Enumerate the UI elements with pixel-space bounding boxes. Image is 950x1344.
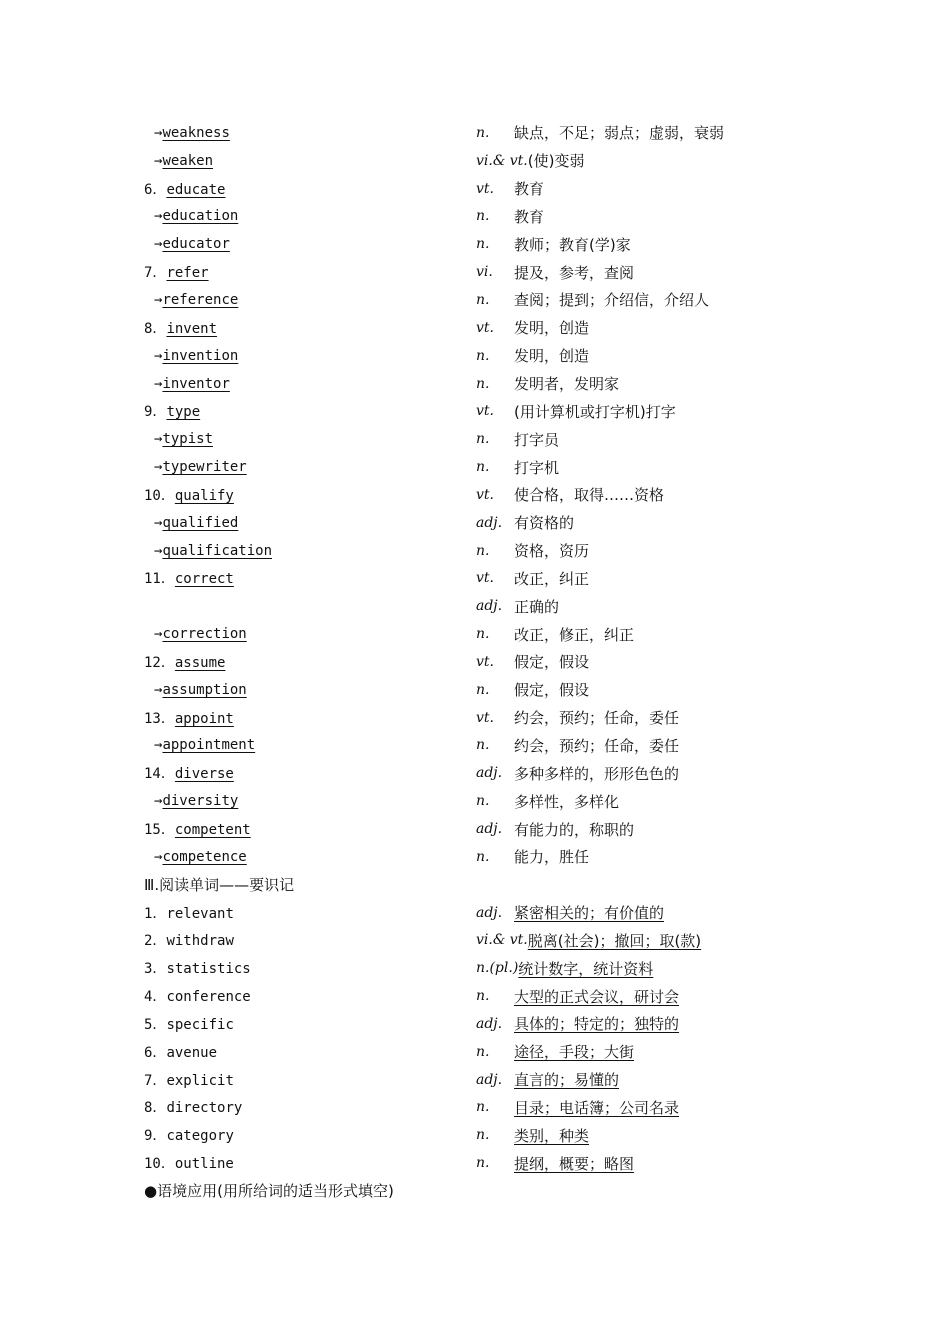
part-of-speech: n. xyxy=(476,124,490,141)
entry-number: 8． xyxy=(144,320,167,337)
vocab-headword-cell xyxy=(144,515,476,531)
reading-word-cell xyxy=(144,930,476,950)
part-of-speech: vt. xyxy=(476,319,494,336)
vocab-headword-cell xyxy=(144,292,476,308)
vocab-word: invent xyxy=(166,320,218,337)
vocab-headword-cell xyxy=(144,793,476,809)
vocab-headword-cell xyxy=(144,236,476,252)
vocab-word: competence xyxy=(162,848,247,865)
part-of-speech: n. xyxy=(476,848,490,865)
vocab-definition-cell xyxy=(476,512,784,533)
answer-meaning: 类别，种类 xyxy=(514,1126,590,1145)
footer-heading-row xyxy=(144,1177,784,1205)
vocab-meaning: 多种多样的，形形色色的 xyxy=(514,764,680,783)
reading-row xyxy=(144,1121,784,1149)
vocab-word: type xyxy=(166,404,201,421)
vocab-definition-cell xyxy=(476,484,784,505)
reading-word-cell xyxy=(144,1042,476,1062)
item-number: 5． xyxy=(144,1016,167,1033)
vocab-row xyxy=(144,843,784,871)
derivation-arrow: → xyxy=(154,347,163,364)
part-of-speech: vi.& vt. xyxy=(476,932,528,949)
vocab-definition-cell xyxy=(476,262,784,283)
vocab-word: inventor xyxy=(162,375,230,392)
vocab-row xyxy=(144,175,784,203)
vocab-word: appoint xyxy=(174,710,234,727)
vocab-meaning: 提及，参考，查阅 xyxy=(514,263,635,282)
reading-definition-cell xyxy=(476,1069,784,1090)
vocab-definition-cell xyxy=(476,846,784,867)
vocab-row xyxy=(144,342,784,370)
reading-row xyxy=(144,1010,784,1038)
reading-definition-cell xyxy=(476,1041,784,1062)
vocab-row xyxy=(144,397,784,425)
vocab-word: correct xyxy=(174,571,234,588)
part-of-speech: vt. xyxy=(476,709,494,726)
reading-word-list xyxy=(144,899,784,1177)
part-of-speech: n. xyxy=(476,1127,490,1144)
part-of-speech: vi. xyxy=(476,264,493,281)
reading-row xyxy=(144,899,784,927)
derivation-arrow: → xyxy=(154,737,163,754)
reading-word: relevant xyxy=(166,905,234,922)
part-of-speech: adj. xyxy=(476,514,503,531)
reading-row xyxy=(144,1094,784,1122)
item-number: 9． xyxy=(144,1128,167,1145)
reading-word: specific xyxy=(166,1016,234,1033)
vocab-headword-cell xyxy=(144,262,476,282)
part-of-speech: n.(pl.) xyxy=(476,960,519,977)
part-of-speech: n. xyxy=(476,459,490,476)
vocab-definition-cell xyxy=(476,317,784,338)
part-of-speech: n. xyxy=(476,291,490,308)
entry-number: 14． xyxy=(144,766,175,783)
part-of-speech: n. xyxy=(476,793,490,810)
reading-word: explicit xyxy=(166,1072,234,1089)
vocab-definition-cell xyxy=(476,651,784,672)
reading-definition-cell xyxy=(476,930,784,951)
entry-number: 10． xyxy=(144,487,175,504)
vocab-definition-cell xyxy=(476,735,784,756)
item-number: 1． xyxy=(144,905,167,922)
entry-number: 15． xyxy=(144,822,175,839)
vocab-meaning: 多样性，多样化 xyxy=(514,792,620,811)
vocab-word: assumption xyxy=(162,681,247,698)
reading-word-cell xyxy=(144,1153,476,1173)
vocab-headword-cell xyxy=(144,652,476,672)
part-of-speech: n. xyxy=(476,375,490,392)
answer-meaning: 提纲，概要；略图 xyxy=(514,1154,635,1173)
reading-word-cell xyxy=(144,903,476,923)
derivation-arrow: → xyxy=(154,848,163,865)
vocab-headword-cell xyxy=(144,376,476,392)
derivation-arrow: → xyxy=(154,626,163,643)
vocab-definition-cell xyxy=(476,568,784,589)
reading-word: directory xyxy=(166,1100,243,1117)
vocab-definition-cell xyxy=(476,457,784,478)
vocab-meaning: 正确的 xyxy=(514,597,560,616)
section-heading: Ⅲ.阅读单词——要识记 xyxy=(144,876,295,895)
reading-row xyxy=(144,1066,784,1094)
vocab-headword-cell xyxy=(144,125,476,141)
vocab-row xyxy=(144,620,784,648)
item-number: 4． xyxy=(144,989,167,1006)
vocab-headword-cell xyxy=(144,819,476,839)
vocab-row xyxy=(144,147,784,175)
vocab-row xyxy=(144,203,784,231)
vocab-meaning: 缺点，不足；弱点；虚弱，衰弱 xyxy=(514,124,725,143)
vocab-row xyxy=(144,286,784,314)
vocab-row xyxy=(144,815,784,843)
vocab-row xyxy=(144,370,784,398)
vocab-word: reference xyxy=(162,291,239,308)
vocab-definition-cell xyxy=(476,540,784,561)
reading-word-cell xyxy=(144,1014,476,1034)
vocab-headword-cell xyxy=(144,179,476,199)
item-number: 2． xyxy=(144,933,167,950)
part-of-speech: n. xyxy=(476,988,490,1005)
part-of-speech: n. xyxy=(476,1155,490,1172)
vocab-definition-cell xyxy=(476,624,784,645)
derivation-arrow: → xyxy=(154,542,163,559)
vocab-meaning: (使)变弱 xyxy=(527,152,585,171)
reading-word: outline xyxy=(174,1156,234,1173)
vocab-row xyxy=(144,565,784,593)
vocab-row xyxy=(144,481,784,509)
vocab-word: educator xyxy=(162,236,230,253)
vocab-headword-cell xyxy=(144,208,476,224)
part-of-speech: n. xyxy=(476,542,490,559)
vocab-word: competent xyxy=(174,822,251,839)
answer-meaning: 目录；电话簿；公司名录 xyxy=(514,1098,680,1117)
vocab-word: weaken xyxy=(162,152,214,169)
vocab-definition-cell xyxy=(476,401,784,422)
vocab-row xyxy=(144,676,784,704)
vocab-headword-cell xyxy=(144,682,476,698)
part-of-speech: n. xyxy=(476,347,490,364)
item-number: 10． xyxy=(144,1156,175,1173)
reading-word: withdraw xyxy=(166,933,234,950)
footer-heading: ●语境应用(用所给词的适当形式填空) xyxy=(144,1182,394,1201)
vocab-word: education xyxy=(162,208,239,225)
vocab-word: invention xyxy=(162,347,239,364)
vocab-headword-cell xyxy=(144,737,476,753)
vocab-meaning: 约会，预约；任命，委任 xyxy=(514,736,680,755)
part-of-speech: n. xyxy=(476,737,490,754)
vocab-headword-cell xyxy=(144,626,476,642)
part-of-speech: adj. xyxy=(476,904,503,921)
reading-word-cell xyxy=(144,1125,476,1145)
vocab-word: diversity xyxy=(162,793,239,810)
part-of-speech: adj. xyxy=(476,1015,503,1032)
part-of-speech: n. xyxy=(476,1099,490,1116)
section-heading-row xyxy=(144,871,784,899)
vocab-meaning: 假定，假设 xyxy=(514,681,590,700)
answer-meaning: 途径，手段；大街 xyxy=(514,1043,635,1062)
vocab-word: appointment xyxy=(162,737,256,754)
vocab-word: weakness xyxy=(162,124,230,141)
vocab-row xyxy=(144,787,784,815)
reading-definition-cell xyxy=(476,902,784,923)
vocab-row xyxy=(144,648,784,676)
entry-number: 9． xyxy=(144,404,167,421)
reading-row xyxy=(144,982,784,1010)
vocab-row xyxy=(144,230,784,258)
part-of-speech: vi.& vt. xyxy=(476,152,528,169)
reading-row xyxy=(144,954,784,982)
part-of-speech: vt. xyxy=(476,180,494,197)
answer-meaning: 具体的；特定的；独特的 xyxy=(514,1015,680,1034)
vocab-definition-cell xyxy=(476,763,784,784)
vocab-row xyxy=(144,759,784,787)
part-of-speech: vt. xyxy=(476,486,494,503)
reading-definition-cell xyxy=(476,958,784,979)
vocab-word: refer xyxy=(166,265,209,282)
part-of-speech: adj. xyxy=(476,821,503,838)
vocab-definition-cell xyxy=(476,596,784,617)
derivation-arrow: → xyxy=(154,152,163,169)
vocab-meaning: 打字员 xyxy=(514,430,560,449)
vocab-word: qualify xyxy=(174,487,234,504)
part-of-speech: vt. xyxy=(476,570,494,587)
part-of-speech: n. xyxy=(476,208,490,225)
vocab-headword-cell xyxy=(144,708,476,728)
vocab-word: educate xyxy=(166,181,226,198)
vocab-meaning: 有资格的 xyxy=(514,514,575,533)
vocab-row xyxy=(144,732,784,760)
item-number: 8． xyxy=(144,1100,167,1117)
vocab-headword-cell xyxy=(144,348,476,364)
vocab-word: typewriter xyxy=(162,459,247,476)
entry-number: 6． xyxy=(144,181,167,198)
vocab-headword-cell xyxy=(144,543,476,559)
vocab-definition-cell xyxy=(476,178,784,199)
part-of-speech: n. xyxy=(476,626,490,643)
entry-number: 13． xyxy=(144,710,175,727)
reading-definition-cell xyxy=(476,1013,784,1034)
reading-row xyxy=(144,926,784,954)
vocab-meaning: 假定，假设 xyxy=(514,653,590,672)
vocab-row xyxy=(144,453,784,481)
reading-word-cell xyxy=(144,986,476,1006)
vocab-definition-cell xyxy=(476,150,784,171)
vocab-headword-cell xyxy=(144,485,476,505)
vocab-definition-cell xyxy=(476,429,784,450)
reading-word-cell xyxy=(144,958,476,978)
vocab-word: typist xyxy=(162,431,214,448)
derivation-arrow: → xyxy=(154,459,163,476)
derivation-arrow: → xyxy=(154,375,163,392)
vocab-meaning: 打字机 xyxy=(514,458,560,477)
vocab-headword-cell xyxy=(144,153,476,169)
reading-word: avenue xyxy=(166,1044,218,1061)
vocab-meaning: 使合格，取得……资格 xyxy=(514,486,665,505)
vocab-headword-cell xyxy=(144,459,476,475)
part-of-speech: adj. xyxy=(476,598,503,615)
vocab-meaning: 改正，修正，纠正 xyxy=(514,625,635,644)
answer-meaning: 大型的正式会议，研讨会 xyxy=(514,987,680,1006)
vocab-row xyxy=(144,258,784,286)
vocab-word: qualification xyxy=(162,542,273,559)
vocab-row xyxy=(144,592,784,620)
answer-meaning: 紧密相关的；有价值的 xyxy=(514,904,665,923)
vocab-meaning: 有能力的，称职的 xyxy=(514,820,635,839)
entry-number: 11． xyxy=(144,571,175,588)
vocab-definition-cell xyxy=(476,791,784,812)
vocabulary-list xyxy=(144,119,784,871)
vocab-headword-cell xyxy=(144,568,476,588)
reading-definition-cell xyxy=(476,1153,784,1174)
vocab-meaning: 发明者，发明家 xyxy=(514,375,620,394)
vocab-headword-cell xyxy=(144,431,476,447)
vocab-row xyxy=(144,509,784,537)
derivation-arrow: → xyxy=(154,208,163,225)
derivation-arrow: → xyxy=(154,681,163,698)
part-of-speech: n. xyxy=(476,236,490,253)
derivation-arrow: → xyxy=(154,124,163,141)
vocab-headword-cell xyxy=(144,318,476,338)
answer-meaning: 脱离(社会)；撤回；取(款) xyxy=(527,931,702,950)
vocab-row xyxy=(144,314,784,342)
vocab-definition-cell xyxy=(476,345,784,366)
derivation-arrow: → xyxy=(154,514,163,531)
derivation-arrow: → xyxy=(154,793,163,810)
derivation-arrow: → xyxy=(154,236,163,253)
reading-word: statistics xyxy=(166,961,251,978)
vocab-definition-cell xyxy=(476,819,784,840)
item-number: 6． xyxy=(144,1044,167,1061)
vocab-row xyxy=(144,537,784,565)
reading-row xyxy=(144,1149,784,1177)
vocab-word: diverse xyxy=(174,766,234,783)
derivation-arrow: → xyxy=(154,431,163,448)
vocab-definition-cell xyxy=(476,289,784,310)
vocab-meaning: (用计算机或打字机)打字 xyxy=(514,402,676,421)
part-of-speech: vt. xyxy=(476,653,494,670)
vocab-meaning: 资格，资历 xyxy=(514,542,590,561)
vocab-word: assume xyxy=(174,654,226,671)
reading-definition-cell xyxy=(476,986,784,1007)
vocab-definition-cell xyxy=(476,679,784,700)
item-number: 7． xyxy=(144,1072,167,1089)
vocab-meaning: 发明，创造 xyxy=(514,347,590,366)
reading-definition-cell xyxy=(476,1097,784,1118)
part-of-speech: n. xyxy=(476,431,490,448)
vocab-meaning: 发明，创造 xyxy=(514,319,590,338)
vocab-meaning: 能力，胜任 xyxy=(514,848,590,867)
entry-number: 12． xyxy=(144,654,175,671)
vocab-meaning: 约会，预约；任命，委任 xyxy=(514,709,680,728)
vocab-meaning: 教师；教育(学)家 xyxy=(514,235,631,254)
part-of-speech: n. xyxy=(476,681,490,698)
part-of-speech: n. xyxy=(476,1043,490,1060)
vocab-headword-cell xyxy=(144,849,476,865)
item-number: 3． xyxy=(144,961,167,978)
part-of-speech: adj. xyxy=(476,765,503,782)
vocabulary-document xyxy=(144,119,784,1205)
part-of-speech: vt. xyxy=(476,403,494,420)
vocab-definition-cell xyxy=(476,122,784,143)
vocab-headword-cell xyxy=(144,401,476,421)
answer-meaning: 直言的；易懂的 xyxy=(514,1071,620,1090)
vocab-row xyxy=(144,119,784,147)
entry-number: 7． xyxy=(144,265,167,282)
vocab-row xyxy=(144,704,784,732)
vocab-word: correction xyxy=(162,626,247,643)
derivation-arrow: → xyxy=(154,291,163,308)
vocab-row xyxy=(144,425,784,453)
reading-definition-cell xyxy=(476,1125,784,1146)
vocab-definition-cell xyxy=(476,373,784,394)
reading-word-cell xyxy=(144,1097,476,1117)
answer-meaning: 统计数字，统计资料 xyxy=(518,959,654,978)
vocab-definition-cell xyxy=(476,707,784,728)
vocab-meaning: 查阅；提到；介绍信，介绍人 xyxy=(514,291,710,310)
vocab-definition-cell xyxy=(476,234,784,255)
vocab-meaning: 教育 xyxy=(514,180,545,199)
vocab-meaning: 教育 xyxy=(514,207,545,226)
vocab-meaning: 改正，纠正 xyxy=(514,569,590,588)
reading-word-cell xyxy=(144,1070,476,1090)
reading-word: conference xyxy=(166,989,251,1006)
vocab-definition-cell xyxy=(476,206,784,227)
reading-row xyxy=(144,1038,784,1066)
part-of-speech: adj. xyxy=(476,1071,503,1088)
reading-word: category xyxy=(166,1128,234,1145)
vocab-word: qualified xyxy=(162,514,239,531)
vocab-headword-cell xyxy=(144,763,476,783)
